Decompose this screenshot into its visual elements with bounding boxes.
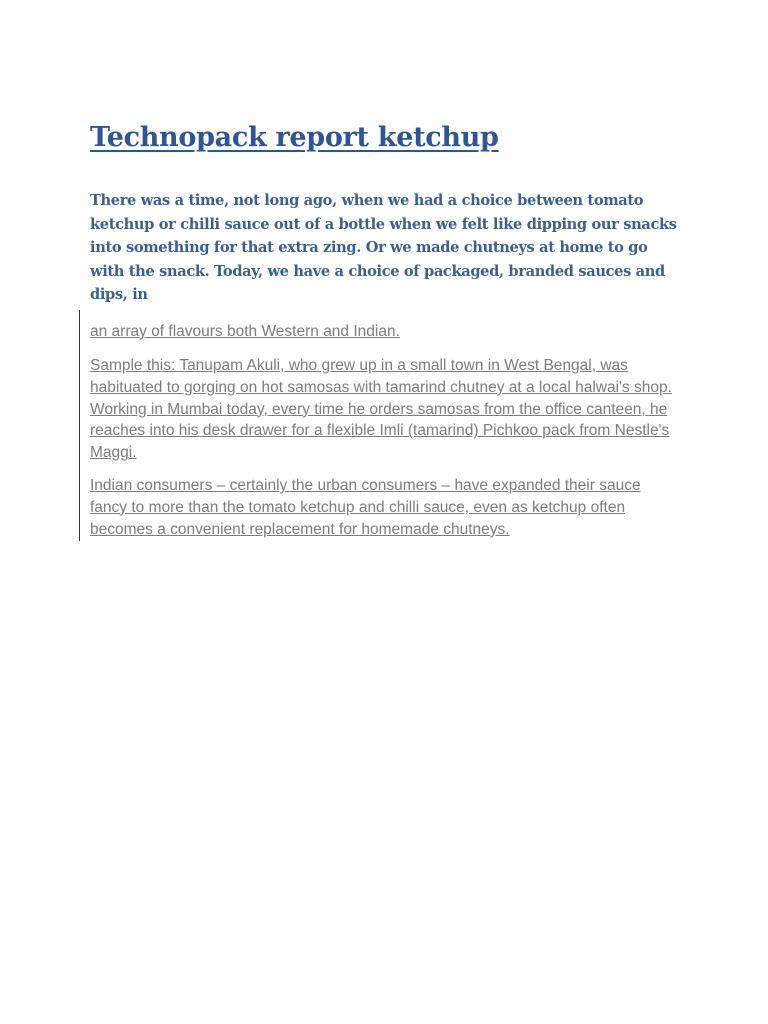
- tracked-paragraph-2: Sample this: Tanupam Akuli, who grew up in a small town in West Bengal, was habituated to gorging on hot samosas with tamarind chutney at a local halwai's shop. Working in Mumbai today, every time he orders samosas from the office canteen, he reaches into his desk drawer for a flexible Imli (tamarind) Pichkoo pack from Nestle's Maggi.: [90, 357, 672, 462]
- document-title: Technopack report ketchup: [90, 122, 499, 153]
- tracked-paragraph-1: an array of flavours both Western and Indian.: [90, 323, 400, 340]
- tracked-paragraph-3: Indian consumers – certainly the urban consumers – have expanded their sauce fancy to more than the tomato ketchup and chilli sauce, even as ketchup often becomes a convenient replacement for homemade chutneys.: [90, 477, 641, 538]
- intro-paragraph: There was a time, not long ago, when we had a choice between tomato ketchup or chilli sauce out of a bottle when we felt like dipping our snacks into something for that extra zing. Or we made chutneys at home to go with the snack. Today, we have a choice of packaged, branded sauces and dips, in: [90, 192, 677, 303]
- revision-change-bar: [79, 310, 80, 541]
